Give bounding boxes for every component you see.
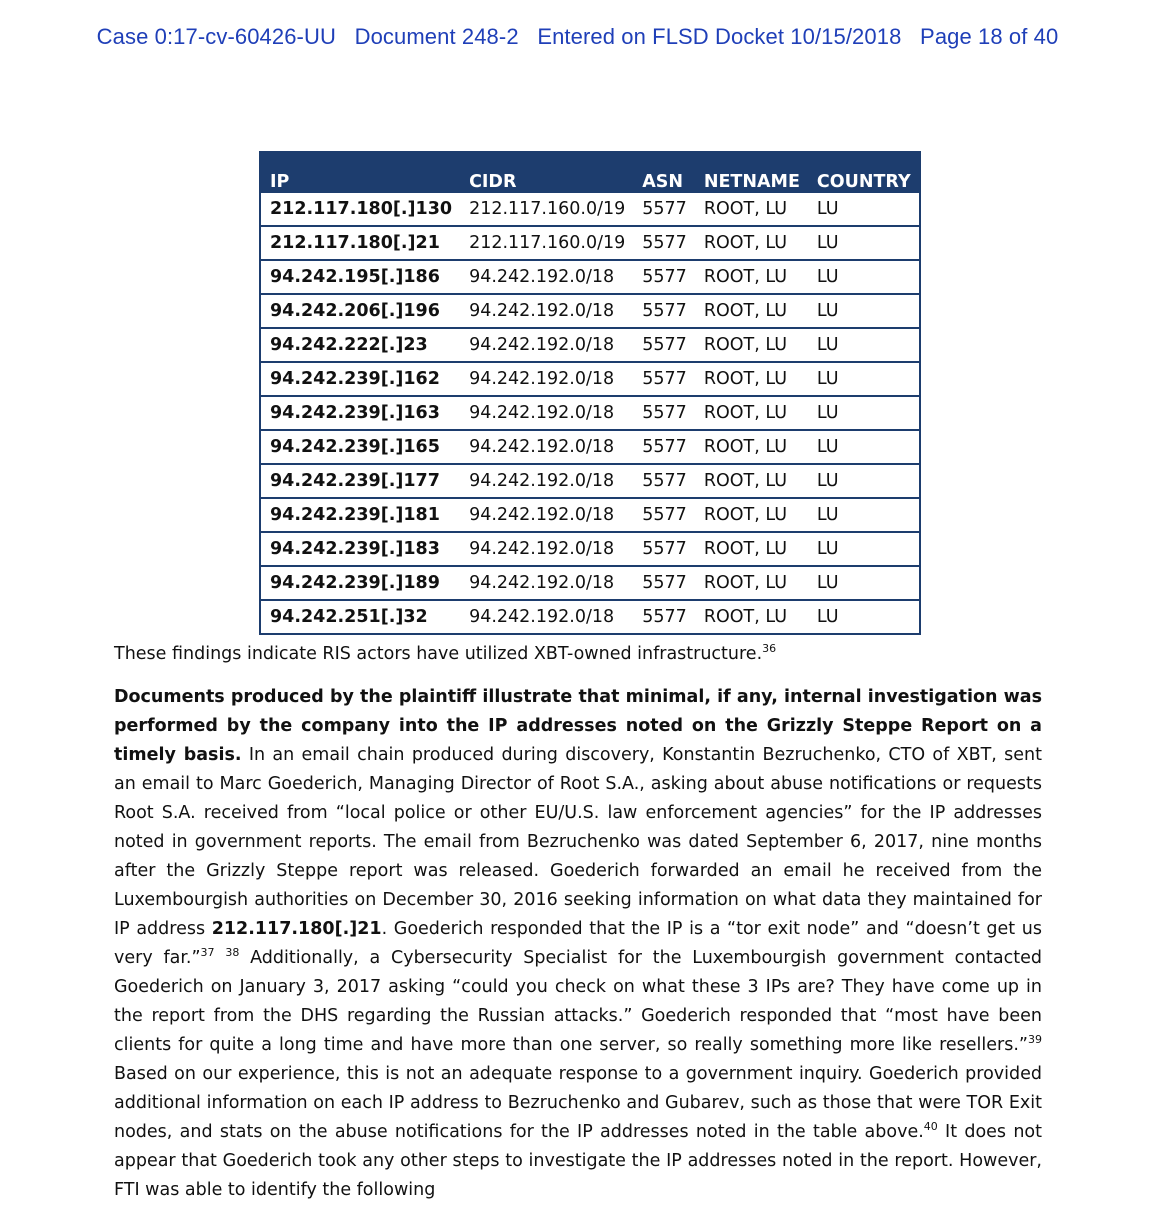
cell-cidr: 212.117.160.0/19	[460, 193, 633, 226]
table-row	[260, 464, 920, 498]
cell-asn: 5577	[633, 464, 695, 498]
table-body	[260, 193, 920, 634]
cell-netname: ROOT, LU	[695, 260, 808, 294]
table-row	[260, 193, 920, 226]
cell-ip: 94.242.239[.]183	[260, 532, 460, 566]
document-number: Document 248-2	[354, 24, 519, 49]
cell-cidr: 94.242.192.0/18	[460, 566, 633, 600]
cell-netname: ROOT, LU	[695, 464, 808, 498]
paragraph-text-5: It does not appear that Goederich took any other steps to investigate the IP addresses noted in the report. However, FTI was able to identify the following	[114, 1122, 1042, 1200]
cell-cidr: 94.242.192.0/18	[460, 532, 633, 566]
table-row	[260, 226, 920, 260]
footnote-ref-36: 36	[762, 642, 777, 655]
cell-country: LU	[808, 362, 920, 396]
cell-cidr: 94.242.192.0/18	[460, 260, 633, 294]
cell-ip: 94.242.239[.]163	[260, 396, 460, 430]
cell-ip: 94.242.239[.]162	[260, 362, 460, 396]
cell-country: LU	[808, 260, 920, 294]
cell-country: LU	[808, 566, 920, 600]
column-header-asn: ASN	[642, 171, 684, 192]
entered-date: Entered on FLSD Docket 10/15/2018	[537, 24, 902, 49]
cell-netname: ROOT, LU	[695, 193, 808, 226]
cell-cidr: 94.242.192.0/18	[460, 498, 633, 532]
table-row	[260, 396, 920, 430]
table-row	[260, 566, 920, 600]
cell-netname: ROOT, LU	[695, 532, 808, 566]
cell-netname: ROOT, LU	[695, 294, 808, 328]
cell-asn: 5577	[633, 260, 695, 294]
cell-country: LU	[808, 430, 920, 464]
footnote-ref-39: 39	[1028, 1033, 1042, 1046]
column-header-netname: NETNAME	[703, 171, 800, 192]
cell-asn: 5577	[633, 566, 695, 600]
cell-ip: 94.242.222[.]23	[260, 328, 460, 362]
table-row	[260, 362, 920, 396]
cell-country: LU	[808, 294, 920, 328]
cell-asn: 5577	[633, 362, 695, 396]
cell-country: LU	[808, 193, 920, 226]
cell-country: LU	[808, 464, 920, 498]
cell-country: LU	[808, 498, 920, 532]
cell-netname: ROOT, LU	[695, 430, 808, 464]
cell-asn: 5577	[633, 294, 695, 328]
table-row	[260, 260, 920, 294]
cell-netname: ROOT, LU	[695, 396, 808, 430]
cell-netname: ROOT, LU	[695, 498, 808, 532]
cell-ip: 94.242.251[.]32	[260, 600, 460, 634]
cell-ip: 94.242.239[.]189	[260, 566, 460, 600]
cell-netname: ROOT, LU	[695, 362, 808, 396]
table-row	[260, 532, 920, 566]
footnote-ref-40: 40	[923, 1120, 938, 1133]
footnote-ref-38: 38	[225, 946, 240, 959]
cell-cidr: 94.242.192.0/18	[460, 328, 633, 362]
cell-ip: 94.242.239[.]181	[260, 498, 460, 532]
cell-country: LU	[808, 532, 920, 566]
cell-cidr: 94.242.192.0/18	[460, 600, 633, 634]
cell-netname: ROOT, LU	[695, 226, 808, 260]
paragraph-text-1: In an email chain produced during discovery, Konstantin Bezruchenko, CTO of XBT, sent an email to Marc Goederich, Managing Director of Root S.A., asking about abuse notifications or requests Root S.A. received from “local police or other EU/U.S. law enforcement agencies” for the IP addresses noted in government reports. The email from Bezruchenko was dated September 6, 2017, nine months after the Grizzly Steppe report was released. Goederich forwarded an email he received from the Luxembourgish authorities on December 30, 2016 seeking information on what data they maintained for IP address	[114, 745, 1042, 939]
cell-country: LU	[808, 600, 920, 634]
table-row	[260, 600, 920, 634]
findings-text: These findings indicate RIS actors have utilized XBT-owned infrastructure.	[114, 644, 763, 664]
table-row	[260, 294, 920, 328]
cell-ip: 94.242.195[.]186	[260, 260, 460, 294]
table-row	[260, 328, 920, 362]
cell-netname: ROOT, LU	[695, 566, 808, 600]
cell-country: LU	[808, 328, 920, 362]
ip-address-table	[259, 151, 921, 635]
paragraph-text-2: . Goederich responded that the IP is a “tor exit node” and “doesn’t get us very far.”	[114, 919, 1042, 968]
paragraph-lead: Documents produced by the plaintiff illustrate that minimal, if any, internal investigation was performed by the company into the IP addresses noted on the Grizzly Steppe Report on a timely basis.	[114, 687, 1042, 765]
cell-netname: ROOT, LU	[695, 600, 808, 634]
cell-asn: 5577	[633, 600, 695, 634]
table-row	[260, 430, 920, 464]
cell-cidr: 94.242.192.0/18	[460, 430, 633, 464]
findings-sentence	[114, 640, 1042, 669]
cell-ip: 94.242.239[.]177	[260, 464, 460, 498]
docket-header	[0, 24, 1155, 50]
cell-ip: 212.117.180[.]21	[260, 226, 460, 260]
cell-asn: 5577	[633, 328, 695, 362]
cell-cidr: 94.242.192.0/18	[460, 294, 633, 328]
cell-asn: 5577	[633, 193, 695, 226]
cell-cidr: 212.117.160.0/19	[460, 226, 633, 260]
cell-asn: 5577	[633, 226, 695, 260]
column-header-cidr: CIDR	[469, 171, 517, 192]
ip-address-bold: 212.117.180[.]21	[211, 919, 382, 939]
table-header-row	[260, 152, 920, 193]
cell-country: LU	[808, 226, 920, 260]
cell-cidr: 94.242.192.0/18	[460, 464, 633, 498]
table-row	[260, 498, 920, 532]
case-number: Case 0:17-cv-60426-UU	[96, 24, 336, 49]
cell-asn: 5577	[633, 396, 695, 430]
cell-netname: ROOT, LU	[695, 328, 808, 362]
footnote-ref-37: 37	[200, 946, 215, 959]
column-header-country: COUNTRY	[816, 171, 911, 192]
cell-asn: 5577	[633, 430, 695, 464]
cell-ip: 212.117.180[.]130	[260, 193, 460, 226]
cell-cidr: 94.242.192.0/18	[460, 396, 633, 430]
cell-country: LU	[808, 396, 920, 430]
investigation-paragraph	[114, 683, 1042, 1205]
cell-asn: 5577	[633, 498, 695, 532]
column-header-ip: IP	[270, 171, 290, 192]
paragraph-text-4: Based on our experience, this is not an adequate response to a government inquiry. Goederich provided additional information on each IP address to Bezruchenko and Gubarev, such as those that were TOR Exit nodes, and stats on the abuse notifications for the IP addresses noted in the table above.	[114, 1064, 1042, 1142]
cell-asn: 5577	[633, 532, 695, 566]
page-number: Page 18 of 40	[920, 24, 1059, 49]
cell-ip: 94.242.239[.]165	[260, 430, 460, 464]
paragraph-text-3: Additionally, a Cybersecurity Specialist for the Luxembourgish government contacted Goederich on January 3, 2017 asking “could you check on what these 3 IPs are? They have come up in the report from the DHS regarding the Russian attacks.” Goederich responded that “most have been clients for quite a long time and have more than one server, so really something more like resellers.”	[114, 948, 1042, 1055]
cell-cidr: 94.242.192.0/18	[460, 362, 633, 396]
cell-ip: 94.242.206[.]196	[260, 294, 460, 328]
